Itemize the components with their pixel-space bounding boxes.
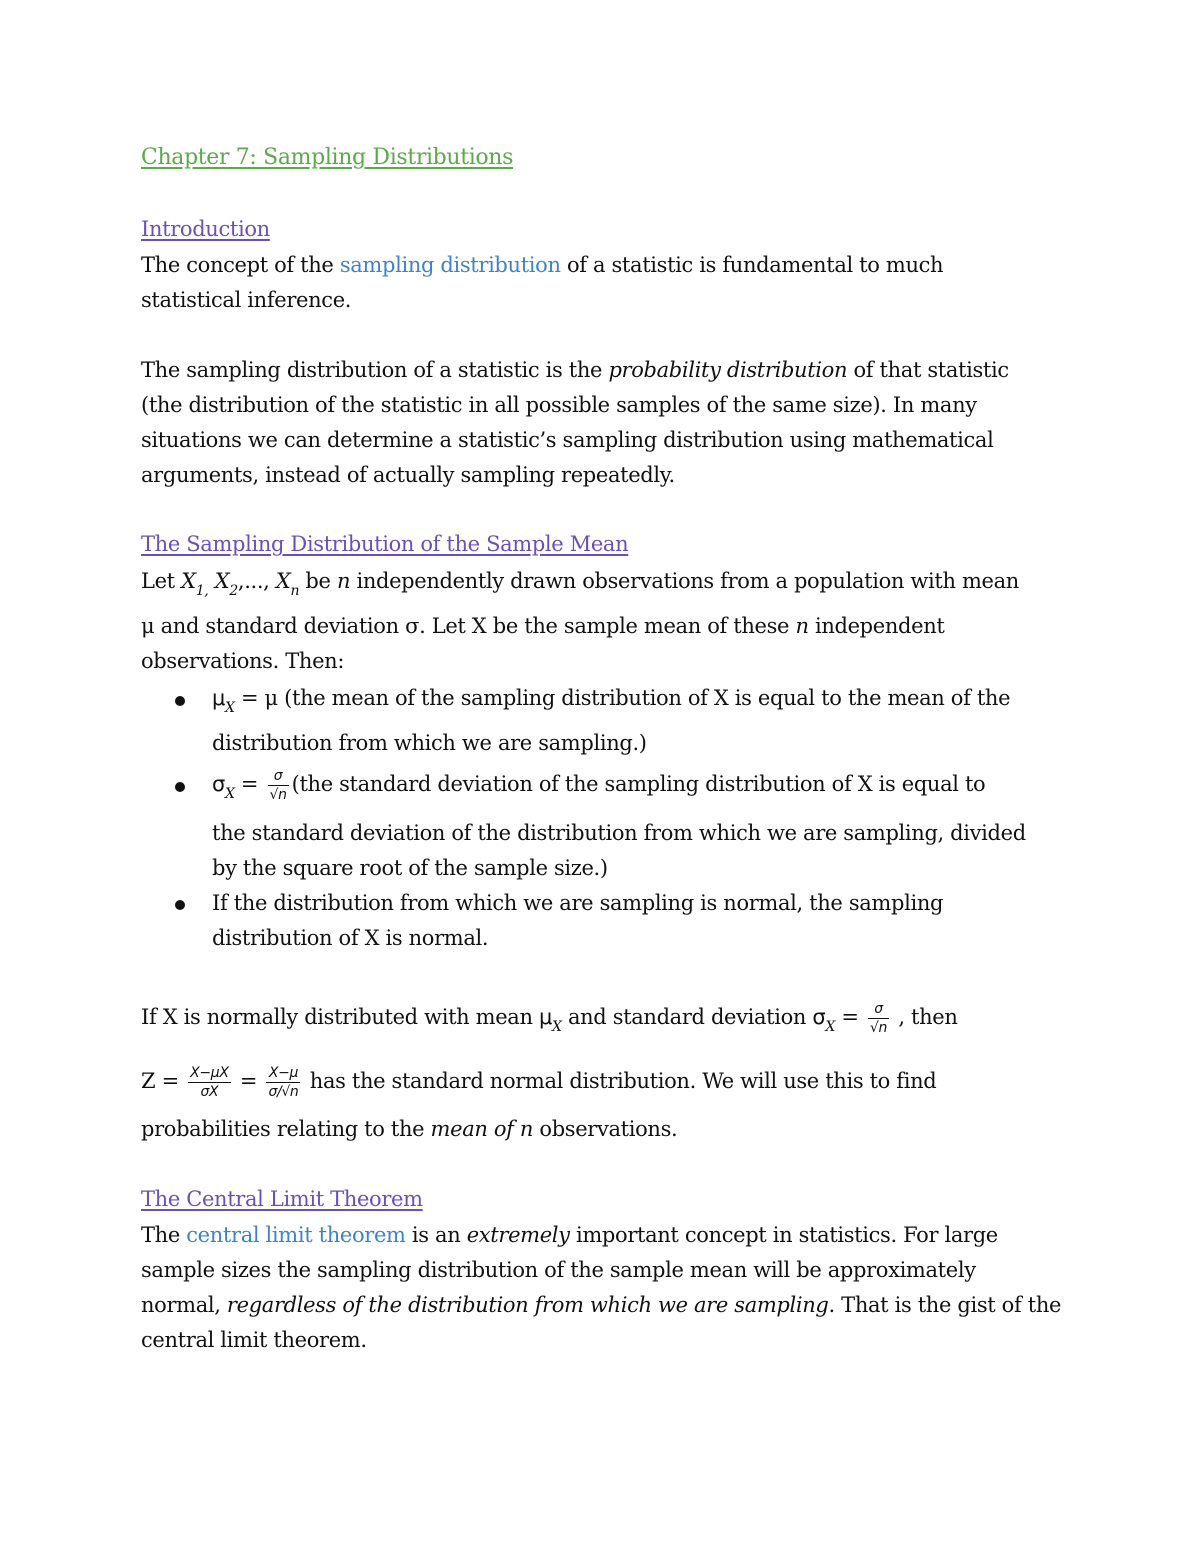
sample-mean-line-2: μ and standard deviation σ. Let X be the sample mean of these n independent [141,614,945,638]
clt-line-3: normal, regardless of the distribution from which we are sampling. That is the gist of the [141,1293,1062,1317]
bullet-icon [175,900,185,910]
sigma-over-root-n-fraction: $\frac{\sigma}{√n}$ [869,1001,888,1036]
intro-paragraph-1-line-1: The concept of the sampling distribution of a statistic is fundamental to much [141,253,944,277]
z-score-formula-line: Z = $\frac{X-\mu X}{\sigma X}$ = $\frac{X-\mu}{\sigma/√n}$ has the standard normal distribution. We will use this to find [141,1065,937,1100]
z-score-line-2: probabilities relating to the mean of n observations. [141,1117,678,1141]
bullet-3-line-2: distribution of X is normal. [212,926,489,950]
intro-paragraph-2-line-2: (the distribution of the statistic in all possible samples of the same size). In many [141,393,977,417]
clt-line-4: central limit theorem. [141,1328,367,1352]
sample-mean-heading: The Sampling Distribution of the Sample Mean [141,532,629,556]
bullet-1-line-2: distribution from which we are sampling.) [212,731,647,755]
bullet-icon [175,782,185,792]
chapter-title: Chapter 7: Sampling Distributions [141,145,514,170]
sample-mean-line-1: Let $X_{1,}$ $X_2$,..., $X_n$ be n independently drawn observations from a population with mean [141,569,1019,599]
bullet-2-line-3: by the square root of the sample size.) [212,856,608,880]
clt-line-1: The central limit theorem is an extremely important concept in statistics. For large [141,1223,998,1247]
intro-paragraph-2-line-4: arguments, instead of actually sampling repeatedly. [141,463,675,487]
bullet-1-line-1: $\mu_X = \mu$ (the mean of the sampling distribution of X is equal to the mean of the [212,686,1011,716]
emphasis-probability-distribution: probability distribution [608,358,848,382]
z-fraction-2: $\frac{X-\mu}{\sigma/√n}$ [268,1065,299,1100]
bullet-2-line-1: $\sigma_X$ = $\frac{\sigma}{√n}$ (the standard deviation of the sampling distribution of X is equal to [212,768,986,803]
bullet-2-line-2: the standard deviation of the distribution from which we are sampling, divided [212,821,1026,845]
sample-mean-line-3: observations. Then: [141,649,345,673]
sigma-over-root-n-fraction: $\frac{\sigma}{√n}$ [269,768,287,803]
intro-heading: Introduction [141,217,270,241]
bullet-icon [175,696,185,706]
term-central-limit-theorem: central limit theorem [186,1223,406,1247]
clt-heading: The Central Limit Theorem [141,1187,423,1211]
bullet-3-line-1: If the distribution from which we are sampling is normal, the sampling [212,891,944,915]
term-sampling-distribution: sampling distribution [339,253,561,277]
normal-mean-line: If X is normally distributed with mean $\mu_X$ and standard deviation $\sigma_X$ = $\frac{\sigma}{√n}$ , then [141,1001,958,1036]
intro-paragraph-2-line-1: The sampling distribution of a statistic is the probability distribution of that statistic [141,358,1009,382]
intro-paragraph-1-line-2: statistical inference. [141,288,352,312]
z-fraction-1: $\frac{X-\mu X}{\sigma X}$ [190,1065,229,1100]
intro-paragraph-2-line-3: situations we can determine a statistic’s sampling distribution using mathematical [141,428,994,452]
clt-line-2: sample sizes the sampling distribution of the sample mean will be approximately [141,1258,976,1282]
